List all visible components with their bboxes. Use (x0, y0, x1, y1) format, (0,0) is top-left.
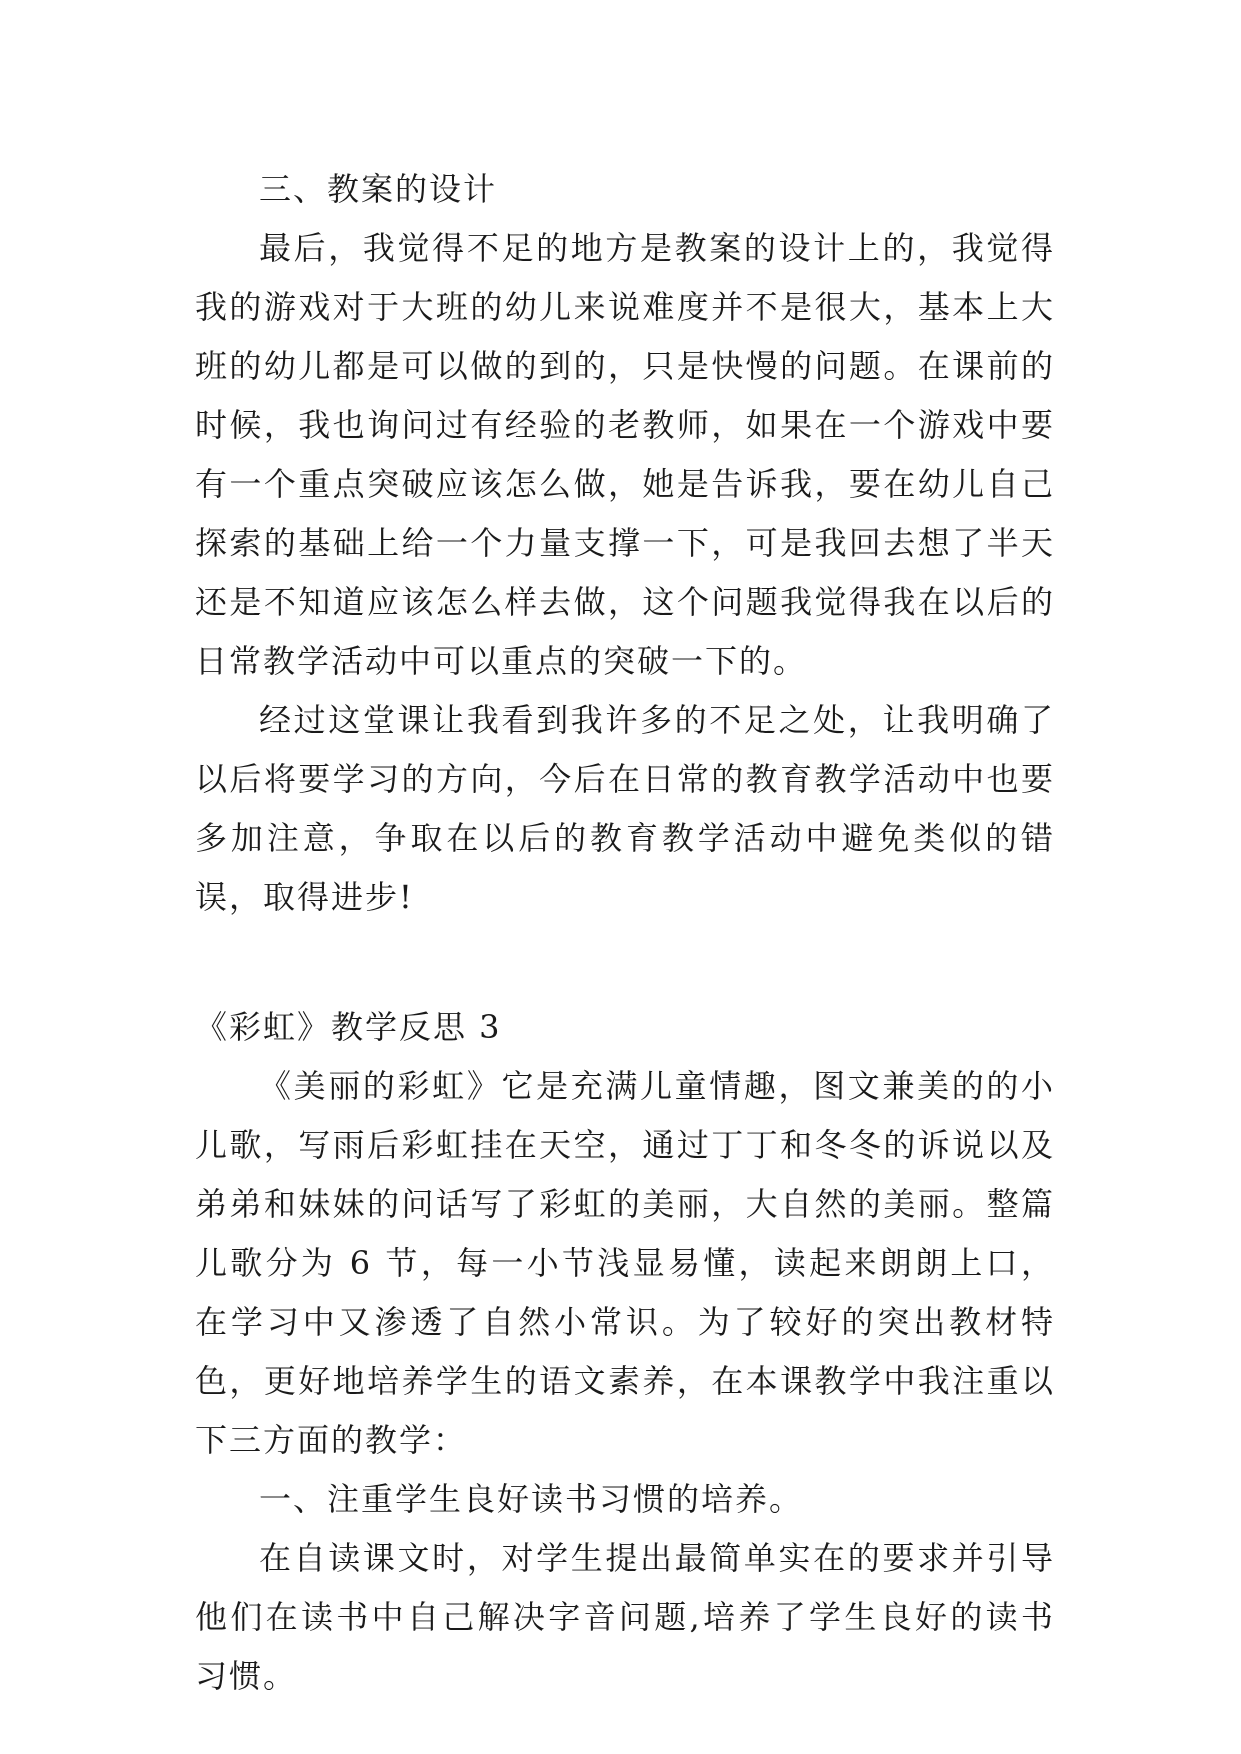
paragraph-reflection: 最后，我觉得不足的地方是教案的设计上的，我觉得我的游戏对于大班的幼儿来说难度并不是很大，基本上大班的幼儿都是可以做的到的，只是快慢的问题。在课前的时候，我也询问过有经验的老教师，如果在一个游戏中要有一个重点突破应该怎么做，她是告诉我，要在幼儿自己探索的基础上给一个力量支撑一下，可是我回去想了半天还是不知道应该怎么样去做，这个问题我觉得我在以后的日常教学活动中可以重点的突破一下的。 (195, 229, 1055, 680)
subheading-reading-habits: 一、注重学生良好读书习惯的培养。 (259, 1480, 804, 1518)
section-spacer (195, 927, 1055, 998)
document-page (195, 160, 1055, 1706)
article-title-rainbow: 《彩虹》教学反思 3 (195, 1008, 502, 1046)
paragraph-reading-habits: 在自读课文时，对学生提出最简单实在的要求并引导他们在读书中自己解决字音问题,培养了学生良好的读书习惯。 (195, 1539, 1055, 1695)
paragraph-intro: 《美丽的彩虹》它是充满儿童情趣，图文兼美的的小儿歌，写雨后彩虹挂在天空，通过丁丁和冬冬的诉说以及弟弟和妹妹的问话写了彩虹的美丽，大自然的美丽。整篇儿歌分为 6 节，每一小节浅显易懂，读起来朗朗上口，在学习中又渗透了自然小常识。为了较好的突出教材特色，更好地培养学生的语文素养，在本课教学中我注重以下三方面的教学： (195, 1067, 1055, 1459)
section-heading-lesson-design: 三、教案的设计 (259, 170, 498, 208)
paragraph-conclusion: 经过这堂课让我看到我许多的不足之处，让我明确了以后将要学习的方向，今后在日常的教育教学活动中也要多加注意，争取在以后的教育教学活动中避免类似的错误，取得进步! (195, 701, 1055, 916)
